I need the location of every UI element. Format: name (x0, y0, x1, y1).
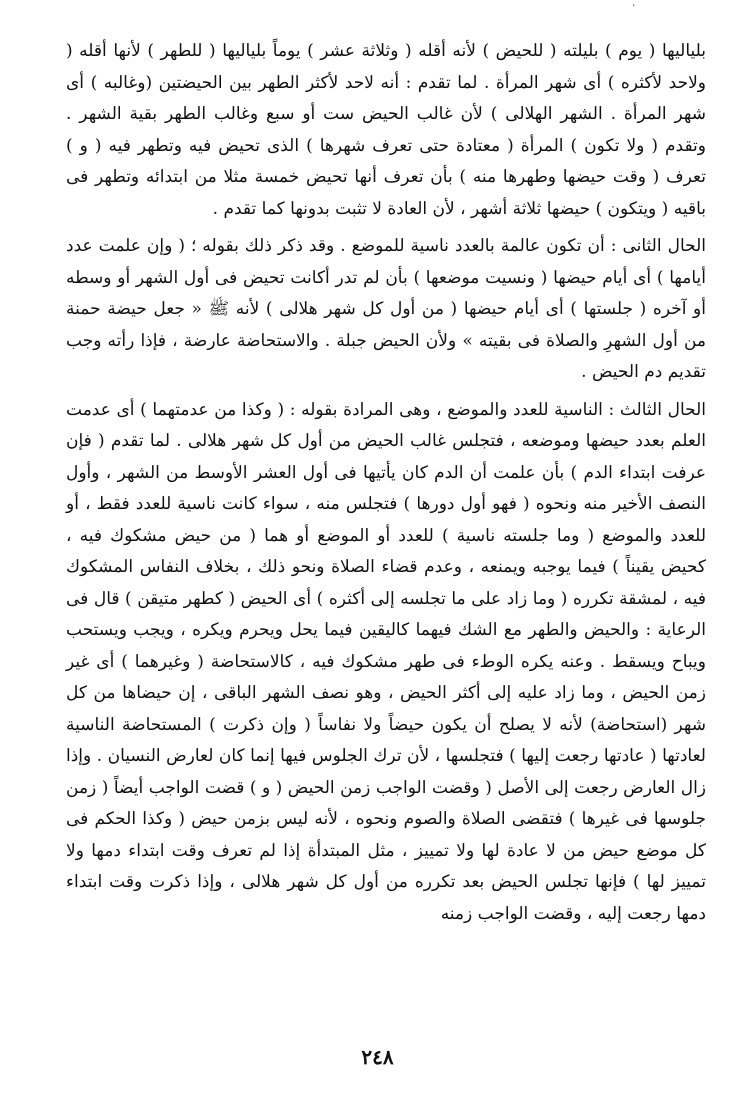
corner-mark: ' (632, 4, 635, 14)
paragraph-2: الحال الثانى : أن تكون عالمة بالعدد ناسية للموضع . وقد ذكر ذلك بقوله ؛ ( وإن علمت عدد أيامها ) أى أيام حيضها ( ونسيت موضعها ) بأن لم تدر أكانت تحيض فى أول الشهر أو وسطه أو آخره ( جلستها ) أى أيام حيضها ( من أول كل شهر هلالى ) لأنه ﷺ « جعل حيضة حمنة من أول الشهرِ والصلاة فى بقيته » ولأن الحيض جبلة . والاستحاضة عارضة ، فإذا رأته وجب تقديم دم الحيض . (66, 236, 706, 382)
page-number: ٢٤٨ (361, 1045, 394, 1069)
paragraph-1: بلياليها ( يوم ) بليلته ( للحيض ) لأنه أقله ( وثلاثة عشر ) يوماً بلياليها ( للطهر ) لأنها أقله ( ولاحد لأكثره ) أى شهر المرأة . لما تقدم : أنه لاحد لأكثر الطهر بين الحيضتين (وغالبه ) أى شهر المرأة . الشهر الهلالى ) لأن غالب الحيض ست أو سبع وغالب الطهر بقية الشهر . وتقدم ( ولا تكون ) المرأة ( معتادة حتى تعرف شهرها ) الذى تحيض فيه وتطهر فيه ( و ) تعرف ( وقت حيضها وطهرها منه ) بأن تعرف أنها تحيض خمسة مثلا من ابتدائه وتطهر فى باقيه ( ويتكون ) حيضها ثلاثة أشهر ، لأن العادة لا تثبت بدونها كما تقدم . (66, 41, 706, 219)
paragraph-3: الحال الثالث : الناسية للعدد والموضع ، وهى المرادة بقوله : ( وكذا من عدمتهما ) أى عدمت العلم بعدد حيضها وموضعه ، فتجلس غالب الحيض من أول كل شهر هلالى . لما تقدم ( فإن عرفت ابتداء الدم ) بأن علمت أن الدم كان يأتيها فى أول العشر الأوسط من الشهر ، وأول النصف الأخير منه ونحوه ( فهو أول دورها ) فتجلس منه ، سواء كانت ناسية للعدد فقط ، أو للعدد والموضع ( وما جلسته ناسية ) للعدد أو الموضع أو هما ( من حيض مشكوك فيه ، كحيض يقيناً ) فيما يوجبه ويمنعه ، وعدم قضاء الصلاة ونحو ذلك ، بخلاف النفاس المشكوك فيه ، لمشقة تكرره ( وما زاد على ما تجلسه إلى أكثره ) أى الحيض ( كطهر متيقن ) قال فى الرعاية : والحيض والطهر مع الشك فيهما كاليقين فيما يحل ويحرم ويكره ، ويجب ويستحب ويباح ويسقط . وعنه يكره الوطء فى طهر مشكوك فيه ، كالاستحاضة ( وغيرهما ) أى غير زمن الحيض ، وما زاد عليه إلى أكثر الحيض ، وهو نصف الشهر الباقى ، إن حيضاها من كل شهر (استحاضة) لأنه لا يصلح أن يكون حيضاً ولا نفاساً ( وإن ذكرت ) المستحاضة الناسية لعادتها ( عادتها رجعت إليها ) فتجلسها ، لأن ترك الجلوس فيها إنما كان لعارض النسيان . وإذا زال العارض رجعت إلى الأصل ( وقضت الواجب زمن الحيض ( و ) قضت الواجب أيضاً ( زمن جلوسها فى غيرها ) فتقضى الصلاة والصوم ونحوه ، لأنه ليس بزمن حيض ( وكذا الحكم فى كل موضع حيض من لا عادة لها ولا تمييز ، مثل المبتدأة إذا لم تعرف وقت ابتداء دمها ولا تمييز لها ) فإنها تجلس الحيض بعد تكرره من أول كل شهر هلالى ، وإذا ذكرت وقت ابتداء دمها رجعت إليه ، وقضت الواجب زمنه (66, 399, 706, 924)
page-body (66, 36, 706, 930)
